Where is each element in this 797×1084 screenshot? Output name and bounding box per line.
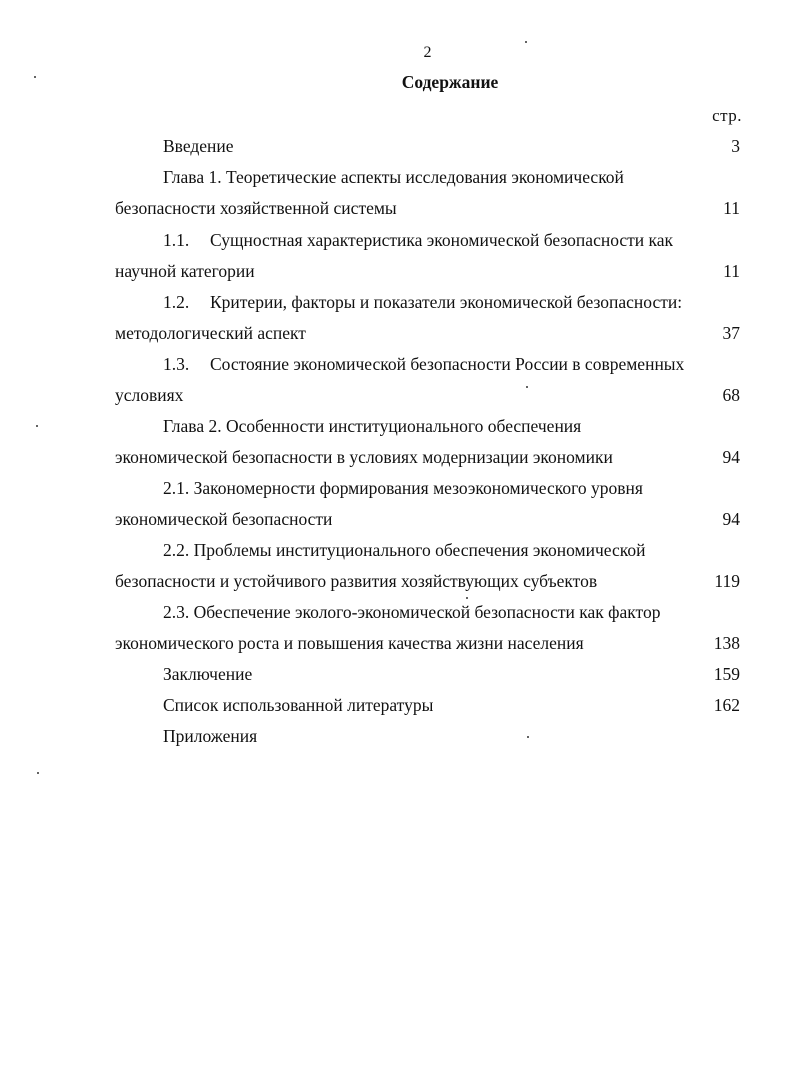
toc-entry-section-2-2-line1: 2.2. Проблемы институционального обеспечения экономической	[163, 540, 646, 560]
scan-speck	[527, 736, 529, 738]
page-number: 2	[423, 44, 432, 61]
toc-entry-section-2-3-line2: экономического роста и повышения качества жизни населения	[115, 633, 584, 653]
toc-page-section-2-2: 119	[714, 571, 740, 591]
toc-entry-section-1-2-line1	[163, 292, 682, 312]
toc-section-number: 1.2.	[163, 292, 190, 312]
scan-speck	[37, 772, 39, 774]
toc-page-section-2-1: 94	[722, 509, 740, 529]
toc-section-title: Критерии, факторы и показатели экономической безопасности:	[210, 292, 683, 312]
toc-entry-section-1-1-line2: научной категории	[115, 261, 255, 281]
scan-speck	[34, 76, 36, 78]
toc-entry-chapter2-line1: Глава 2. Особенности институционального обеспечения	[163, 416, 582, 436]
toc-page-references: 162	[713, 695, 740, 715]
toc-entry-chapter1-line2: безопасности хозяйственной системы	[115, 198, 397, 218]
toc-entry-section-2-3-line1: 2.3. Обеспечение эколого-экономической безопасности как фактор	[163, 602, 661, 622]
scan-speck	[36, 425, 38, 427]
toc-section-number: 1.3.	[163, 354, 190, 374]
toc-entry-conclusion: Заключение	[163, 664, 253, 684]
toc-entry-references: Список использованной литературы	[163, 695, 434, 715]
page-title: Содержание	[401, 72, 499, 92]
toc-page-conclusion: 159	[713, 664, 740, 684]
toc-entry-section-1-1-line1	[163, 230, 673, 250]
scan-speck	[526, 386, 528, 388]
toc-page-section-1-1: 11	[723, 261, 740, 281]
toc-entry-chapter1-line1: Глава 1. Теоретические аспекты исследования экономической	[163, 167, 624, 187]
scan-speck	[525, 41, 527, 43]
toc-entry-chapter2-line2: экономической безопасности в условиях модернизации экономики	[115, 447, 613, 467]
toc-entry-section-1-3-line1	[163, 354, 684, 374]
toc-entry-appendices: Приложения	[163, 726, 258, 746]
scan-speck	[466, 597, 468, 599]
toc-section-title: Сущностная характеристика экономической безопасности как	[210, 230, 674, 250]
toc-page-intro: 3	[731, 136, 740, 156]
toc-section-number: 1.1.	[163, 230, 190, 250]
toc-entry-section-2-1-line2: экономической безопасности	[115, 509, 333, 529]
toc-page-chapter1: 11	[723, 198, 740, 218]
pages-column-header: стр.	[712, 106, 742, 125]
toc-section-title: Состояние экономической безопасности России в современных	[210, 354, 685, 374]
toc-entry-section-1-3-line2: условиях	[115, 385, 184, 405]
toc-entry-intro: Введение	[163, 136, 234, 156]
toc-page-section-1-2: 37	[722, 323, 740, 343]
toc-entry-section-2-2-line2: безопасности и устойчивого развития хозяйствующих субъектов	[115, 571, 598, 591]
toc-page-section-1-3: 68	[722, 385, 740, 405]
toc-page-section-2-3: 138	[713, 633, 740, 653]
toc-entry-section-2-1-line1: 2.1. Закономерности формирования мезоэкономического уровня	[163, 478, 643, 498]
toc-page-chapter2: 94	[722, 447, 740, 467]
toc-entry-section-1-2-line2: методологический аспект	[115, 323, 306, 343]
